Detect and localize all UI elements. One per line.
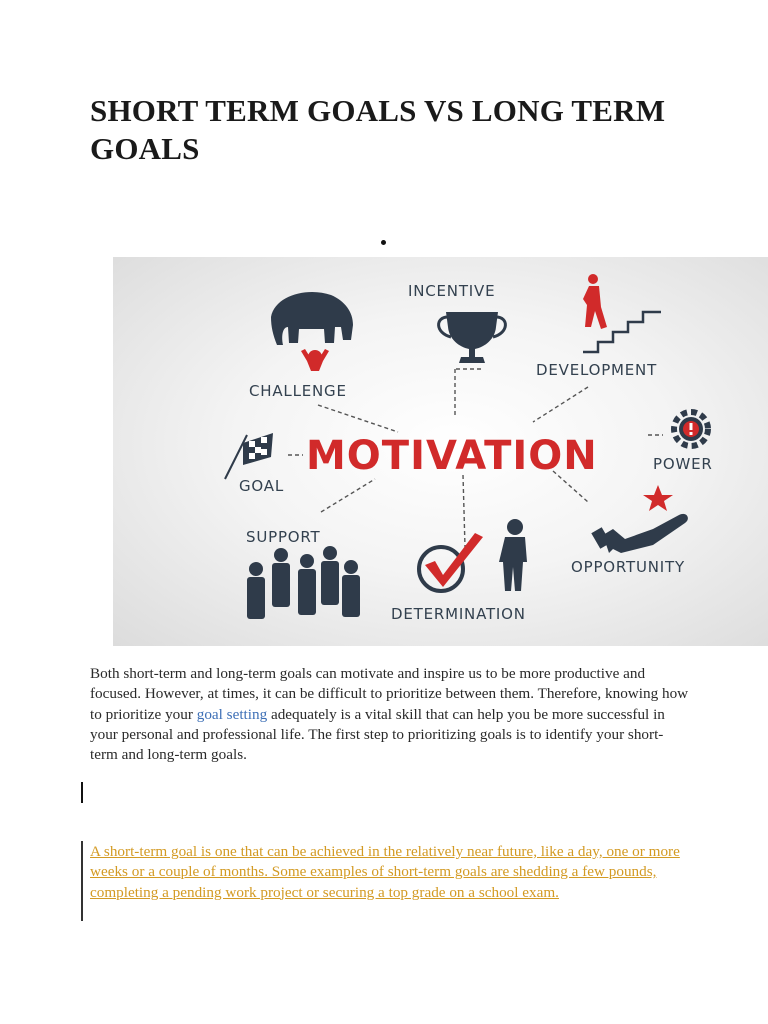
label-development: DEVELOPMENT	[536, 361, 658, 379]
checkmark-icon	[419, 519, 527, 591]
paragraph-text: Both short-term and long-term goals can motivate and inspire us to be more productive and focused. However, at times, it can be difficult to prioritize between them. Therefore, knowing how to prioritize your	[90, 665, 689, 723]
label-determination: DETERMINATION	[391, 605, 526, 623]
paragraph-text-continued: adequately is a vital skill that can help you be more successful in your personal and professional life. The first step to prioritizing goals is to identify your short-term and long-term goals.	[90, 705, 665, 764]
stairs-climber-icon	[583, 274, 661, 352]
label-opportunity: OPPORTUNITY	[571, 558, 685, 576]
center-word: MOTIVATION	[306, 433, 598, 479]
short-term-goal-quote[interactable]: A short-term goal is one that can be achieved in the relatively near future, like a day, one or more weeks or a couple of months. Some examples of short-term goals are shedding a few pounds, completing a pending work project or securing a top grade on a school exam.	[90, 843, 680, 901]
motivation-figure	[113, 257, 768, 646]
gear-icon	[674, 412, 708, 446]
checkered-flag-icon	[225, 433, 273, 479]
people-group-icon	[247, 546, 360, 619]
quote-bar	[81, 841, 83, 921]
label-challenge: CHALLENGE	[249, 382, 347, 400]
text-cursor	[81, 782, 83, 803]
label-power: POWER	[653, 455, 713, 473]
page-title: SHORT TERM GOALS VS LONG TERM GOALS	[90, 93, 666, 166]
label-support: SUPPORT	[246, 528, 321, 546]
trophy-icon	[439, 312, 506, 363]
label-incentive: INCENTIVE	[408, 282, 496, 300]
elephant-icon	[271, 292, 353, 371]
hand-star-icon	[591, 485, 688, 553]
intro-paragraph	[90, 664, 690, 765]
goal-setting-link[interactable]: goal setting	[196, 705, 268, 723]
label-goal: GOAL	[239, 477, 284, 495]
list-bullet	[381, 240, 386, 245]
motivation-diagram	[113, 257, 768, 646]
